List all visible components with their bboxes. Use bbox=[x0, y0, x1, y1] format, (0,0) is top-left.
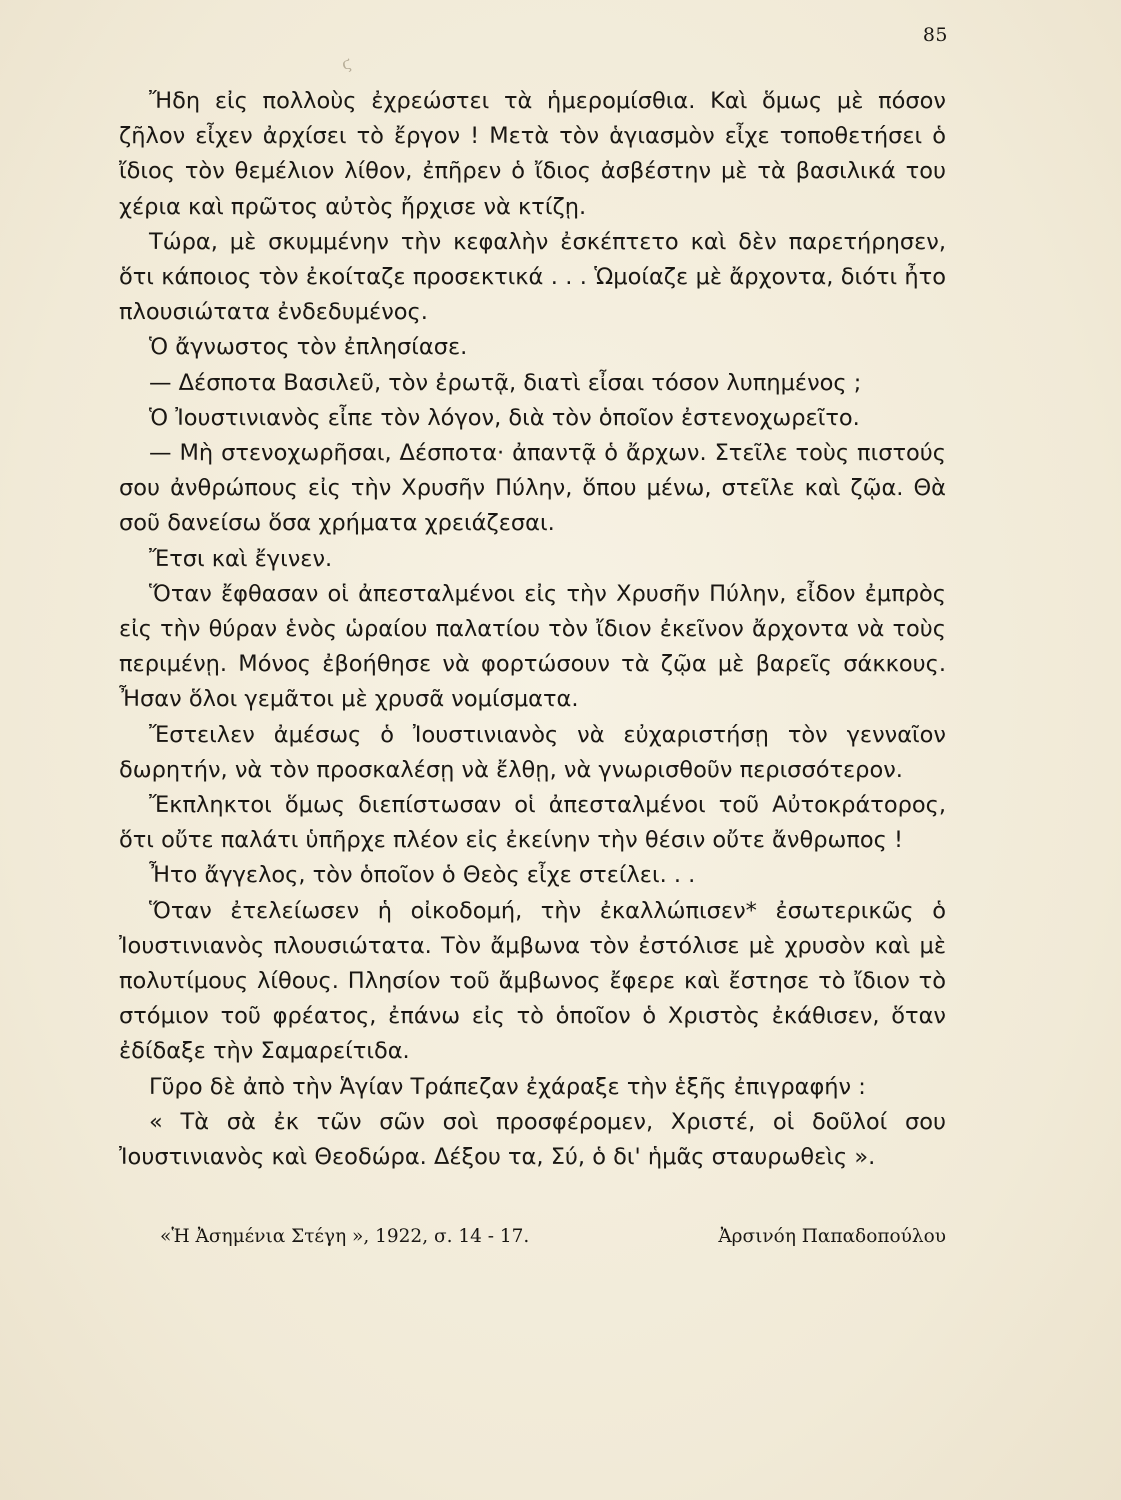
paragraph: « Τὰ σὰ ἐκ τῶν σῶν σοὶ προσφέρομεν, Χριστέ, οἱ δοῦλοί σου Ἰουστινιανὸς καὶ Θεοδώρα. Δέξου τα, Σύ, ὁ δι' ἡμᾶς σταυρωθεὶς ». bbox=[119, 1108, 946, 1171]
page-number: 85 bbox=[922, 24, 948, 46]
paragraph: Ὁ ἄγνωστος τὸν ἐπλησίασε. bbox=[149, 334, 468, 361]
source-citation: «Ἡ Ἀσημένια Στέγη », 1922, σ. 14 - 17. bbox=[160, 1226, 530, 1247]
paragraph: Γῦρο δὲ ἀπὸ τὴν Ἁγίαν Τράπεζαν ἐχάραξε τὴν ἑξῆς ἐπιγραφήν : bbox=[149, 1073, 866, 1100]
body-text bbox=[119, 84, 946, 1175]
paragraph: — Μὴ στενοχωρῆσαι, Δέσποτα· ἀπαντᾷ ὁ ἄρχων. Στεῖλε τοὺς πιστούς σου ἀνθρώπους εἰς τὴν Χρυσῆν Πύλην, ὅπου μένω, στεῖλε καὶ ζῷα. Θὰ σοῦ δανείσω ὅσα χρήματα χρειάζεσαι. bbox=[119, 440, 946, 537]
paragraph: — Δέσποτα Βασιλεῦ, τὸν ἐρωτᾷ, διατὶ εἶσαι τόσον λυπημένος ; bbox=[149, 369, 862, 396]
paragraph: Ἦτο ἄγγελος, τὸν ὁποῖον ὁ Θεὸς εἶχε στείλει. . . bbox=[149, 862, 696, 889]
paragraph: Τώρα, μὲ σκυμμένην τὴν κεφαλὴν ἐσκέπτετο καὶ δὲν παρετήρησεν, ὅτι κάποιος τὸν ἐκοίταζε προσεκτικά . . . Ὡμοίαζε μὲ ἄρχοντα, διότι ἦτο πλουσιώτατα ἐνδεδυμένος. bbox=[119, 228, 946, 326]
paragraph: Ὅταν ἔφθασαν οἱ ἀπεσταλμένοι εἰς τὴν Χρυσῆν Πύλην, εἶδον ἐμπρὸς εἰς τὴν θύραν ἑνὸς ὡραίου παλατίου τὸν ἴδιον ἐκεῖνον ἄρχοντα νὰ τοὺς περιμένῃ. Μόνος ἐβοήθησε νὰ φορτώσουν τὰ ζῷα μὲ βαρεῖς σάκκους. Ἦσαν ὅλοι γεμᾶτοι μὲ χρυσᾶ νομίσματα. bbox=[119, 580, 946, 713]
paragraph: Ἔκπληκτοι ὅμως διεπίστωσαν οἱ ἀπεσταλμένοι τοῦ Αὐτοκράτορος, ὅτι οὔτε παλάτι ὑπῆρχε πλέον εἰς ἐκείνην τὴν θέσιν οὔτε ἄνθρωπος ! bbox=[119, 792, 946, 854]
paragraph: Ἔτσι καὶ ἔγινεν. bbox=[149, 545, 333, 572]
author-name: Ἀρσινόη Παπαδοπούλου bbox=[718, 1226, 946, 1247]
ink-mark: ϛ bbox=[340, 53, 353, 74]
paragraph: Ἤδη εἰς πολλοὺς ἐχρεώστει τὰ ἡμερομίσθια. Καὶ ὅμως μὲ πόσον ζῆλον εἶχεν ἀρχίσει τὸ ἔργον ! Μετὰ τὸν ἁγιασμὸν εἶχε τοποθετήσει ὁ ἴδιος τὸν θεμέλιον λίθον, ἐπῆρεν ὁ ἴδιος ἀσβέστην μὲ τὰ βασιλικά του χέρια καὶ πρῶτος αὐτὸς ἤρχισε νὰ κτίζῃ. bbox=[119, 88, 946, 220]
paragraph: Ὅταν ἐτελείωσεν ἡ οἰκοδομή, τὴν ἐκαλλώπισεν* ἐσωτερικῶς ὁ Ἰουστινιανὸς πλουσιώτατα. Τὸν ἄμβωνα τὸν ἐστόλισε μὲ χρυσὸν καὶ μὲ πολυτίμους λίθους. Πλησίον τοῦ ἄμβωνος ἔφερε καὶ ἔστησε τὸ ἴδιον τὸ στόμιον τοῦ φρέατος, ἐπάνω εἰς τὸ ὁποῖον ὁ Χριστὸς ἐκάθισεν, ὅταν ἐδίδαξε τὴν Σαμαρείτιδα. bbox=[119, 897, 946, 1065]
paragraph: Ἔστειλεν ἀμέσως ὁ Ἰουστινιανὸς νὰ εὐχαριστήσῃ τὸν γενναῖον δωρητήν, νὰ τὸν προσκαλέσῃ νὰ ἔλθῃ, νὰ γνωρισθοῦν περισσότερον. bbox=[119, 721, 946, 783]
paragraph: Ὁ Ἰουστινιανὸς εἶπε τὸν λόγον, διὰ τὸν ὁποῖον ἐστενοχωρεῖτο. bbox=[149, 404, 860, 431]
source-footer bbox=[160, 1226, 946, 1247]
